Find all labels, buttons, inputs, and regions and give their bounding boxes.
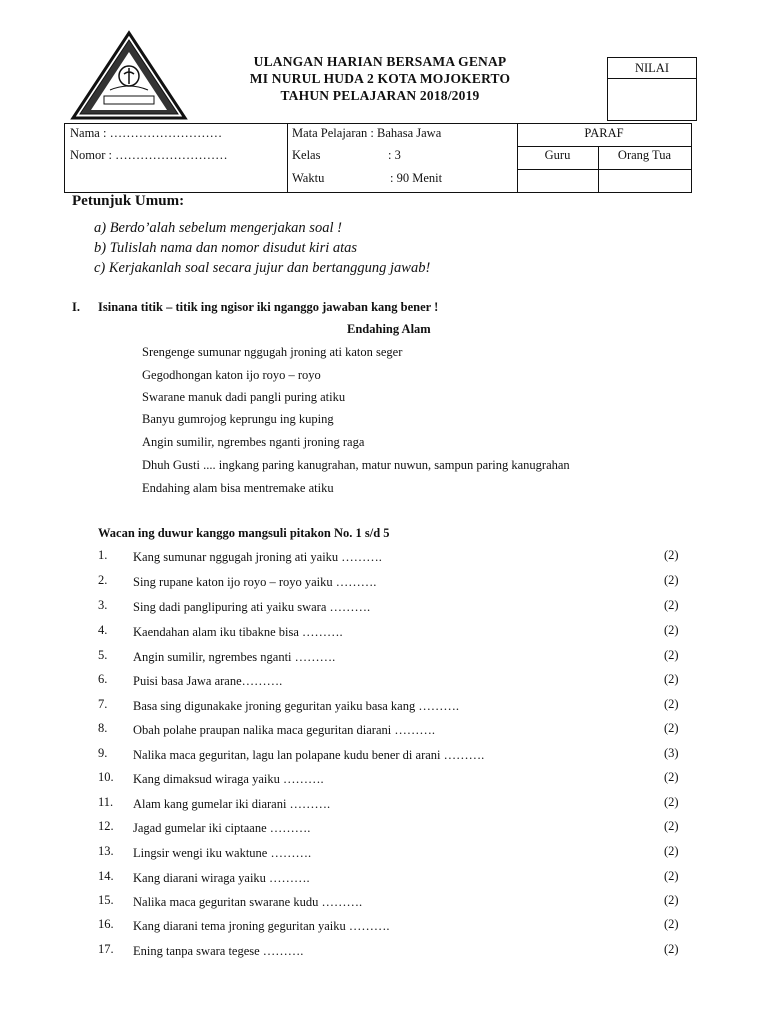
question-number: 1. (98, 548, 108, 562)
question-number: 5. (98, 648, 108, 662)
question-score: (2) (664, 598, 679, 612)
question-score: (2) (664, 672, 679, 686)
question-score: (3) (664, 746, 679, 760)
question-number: 3. (98, 598, 108, 612)
question-score: (2) (664, 869, 679, 883)
question-text: Kang diarani tema jroning geguritan yaiku ………. (133, 919, 390, 933)
question-score: (2) (664, 648, 679, 662)
question-score: (2) (664, 548, 679, 562)
question-number: 13. (98, 844, 114, 858)
question-text: Nalika maca geguritan, lagu lan polapane kudu bener di arani ………. (133, 748, 485, 762)
school-logo (70, 30, 188, 122)
question-score: (2) (664, 917, 679, 931)
question-score: (2) (664, 697, 679, 711)
question-number: 9. (98, 746, 108, 760)
question-text: Ening tanpa swara tegese ………. (133, 944, 304, 958)
question-score: (2) (664, 844, 679, 858)
instruction-item: a) Berdo’alah sebelum mengerjakan soal ! (94, 220, 342, 236)
question-text: Angin sumilir, ngrembes nganti ………. (133, 650, 336, 664)
question-number: 8. (98, 721, 108, 735)
number-field[interactable]: Nomor : ……………………… (70, 148, 228, 162)
question-score: (2) (664, 573, 679, 587)
question-score: (2) (664, 893, 679, 907)
time-label: Waktu (292, 171, 325, 185)
question-number: 11. (98, 795, 114, 809)
question-score: (2) (664, 623, 679, 637)
question-score: (2) (664, 721, 679, 735)
student-info-table (64, 123, 692, 193)
poem-line: Srengenge sumunar nggugah jroning ati katon seger (142, 345, 403, 359)
exam-title: ULANGAN HARIAN BERSAMA GENAP (253, 54, 507, 69)
poem-line: Dhuh Gusti .... ingkang paring kanugrahan, matur nuwun, sampun paring kanugrahan (142, 458, 570, 472)
question-text: Kaendahan alam iku tibakne bisa ………. (133, 625, 343, 639)
question-text: Puisi basa Jawa arane………. (133, 674, 283, 688)
time-value: : 90 Menit (390, 171, 443, 185)
question-text: Lingsir wengi iku waktune ………. (133, 846, 312, 860)
question-text: Kang sumunar nggugah jroning ati yaiku ………. (133, 550, 382, 564)
question-number: 10. (98, 770, 114, 784)
score-label: NILAI (608, 58, 696, 79)
question-number: 17. (98, 942, 114, 956)
academic-year: TAHUN PELAJARAN 2018/2019 (280, 88, 480, 103)
question-number: 15. (98, 893, 114, 907)
poem-line: Swarane manuk dadi pangli puring atiku (142, 390, 346, 404)
signature-header: PARAF (584, 126, 624, 140)
question-text: Nalika maca geguritan swarane kudu ………. (133, 895, 363, 909)
instruction-item: b) Tulislah nama dan nomor disudut kiri atas (94, 240, 358, 256)
question-score: (2) (664, 942, 679, 956)
teacher-signature-label: Guru (544, 148, 571, 162)
score-box (607, 57, 697, 121)
school-name: MI NURUL HUDA 2 KOTA MOJOKERTO (249, 71, 511, 86)
question-text: Kang dimaksud wiraga yaiku ………. (133, 772, 324, 786)
section-number: I. (72, 300, 80, 314)
question-text: Sing rupane katon ijo royo – royo yaiku ………. (133, 575, 377, 589)
instruction-item: c) Kerjakanlah soal secara jujur dan bertanggung jawab! (94, 260, 431, 276)
class-label: Kelas (292, 148, 321, 162)
question-text: Kang diarani wiraga yaiku ………. (133, 871, 310, 885)
instructions-title: Petunjuk Umum: (72, 193, 185, 209)
question-text: Obah polahe praupan nalika maca geguritan diarani ………. (133, 723, 435, 737)
question-text: Basa sing digunakake jroning geguritan yaiku basa kang ………. (133, 699, 459, 713)
question-number: 14. (98, 869, 114, 883)
reading-instruction: Wacan ing duwur kanggo mangsuli pitakon No. 1 s/d 5 (98, 526, 390, 540)
question-score: (2) (664, 819, 679, 833)
name-field[interactable]: Nama : ……………………… (70, 126, 223, 140)
poem-title: Endahing Alam (347, 322, 431, 336)
poem-line: Gegodhongan katon ijo royo – royo (142, 368, 321, 382)
poem-line: Endahing alam bisa mentremake atiku (142, 481, 334, 495)
question-text: Sing dadi panglipuring ati yaiku swara ………. (133, 600, 371, 614)
question-number: 6. (98, 672, 108, 686)
question-number: 16. (98, 917, 114, 931)
question-text: Alam kang gumelar iki diarani ………. (133, 797, 331, 811)
question-score: (2) (664, 770, 679, 784)
question-text: Jagad gumelar iki ciptaane ………. (133, 821, 311, 835)
question-score: (2) (664, 795, 679, 809)
class-value: : 3 (388, 148, 401, 162)
poem-line: Banyu gumrojog keprungu ing kuping (142, 412, 334, 426)
poem-line: Angin sumilir, ngrembes nganti jroning raga (142, 435, 365, 449)
parent-signature-label: Orang Tua (617, 148, 672, 162)
question-number: 12. (98, 819, 114, 833)
question-number: 4. (98, 623, 108, 637)
question-number: 7. (98, 697, 108, 711)
subject-label: Mata Pelajaran : Bahasa Jawa (292, 126, 442, 140)
section-title: Isinana titik – titik ing ngisor iki nganggo jawaban kang bener ! (98, 300, 439, 314)
question-number: 2. (98, 573, 108, 587)
